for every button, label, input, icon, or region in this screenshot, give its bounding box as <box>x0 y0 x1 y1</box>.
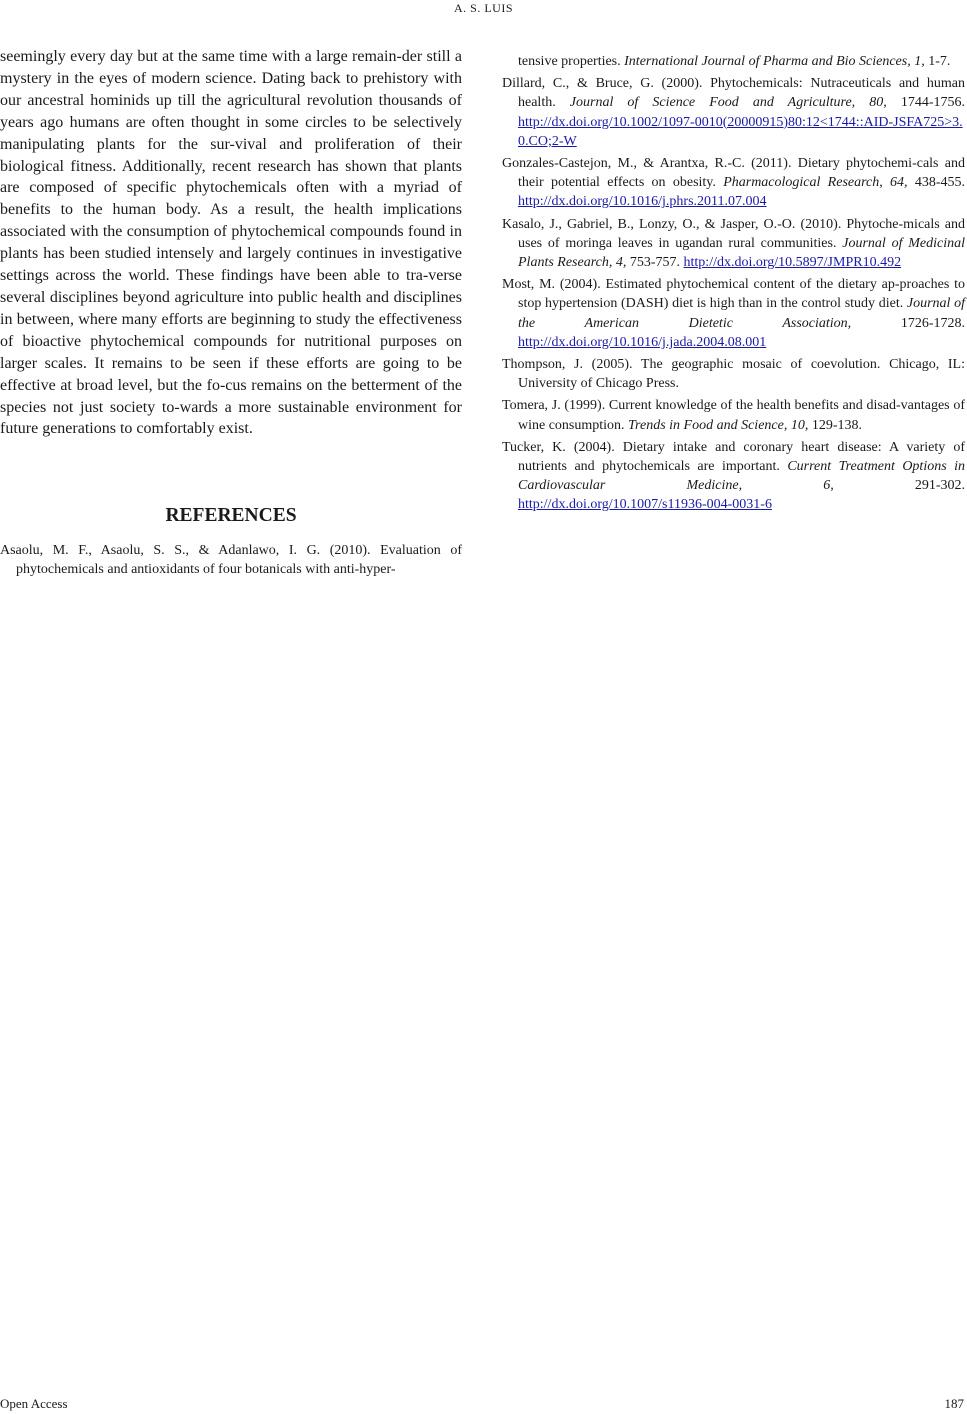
reference-tomera <box>502 396 965 434</box>
reference-most-doi-link[interactable]: http://dx.doi.org/10.1016/j.jada.2004.08.001 <box>518 334 767 350</box>
reference-gonzales-doi-link[interactable]: http://dx.doi.org/10.1016/j.phrs.2011.07.004 <box>518 194 767 210</box>
reference-most <box>502 275 965 352</box>
reference-kasalo-journal: Journal of Medicinal Plants Research, 4, <box>518 235 965 271</box>
reference-asaolu-pages: 1-7. <box>928 54 951 69</box>
reference-gonzales-journal: Pharmacological Research, 64, <box>723 175 908 191</box>
footer-open-access: Open Access <box>0 1396 68 1411</box>
reference-dillard-pages: 1744-1756. <box>900 95 966 111</box>
reference-tucker-journal: Current Treatment Options in Cardiovascular Medicine, 6, <box>518 459 965 494</box>
body-paragraph: seemingly every day but at the same time with a large remain-der still a mystery in the eyes of modern science. Dating back to prehistory with our ancestral hominids up till the agricultural revolution thousands of years ago humans are often thought in some circles to be selectively manipulating plants for the sur-vival and proliferation of their biological fitness. Additionally, recent research has shown that plants are composed of specific phytochemicals often with a myriad of benefits to the human body. As a result, the health implications associated with the consumption of phytochemical compounds found in plants has been studied intensely and largely continues in investigative settings across the world. These findings have been able to tra-verse several disciplines beyond agriculture into public health and disciplines in between, where many efforts are beginning to study the effectiveness of bioactive phytochemical compounds for nutritional purposes on larger scales. It remains to be seen if these efforts are going to be effective at broad level, but the fo-cus remains on the betterment of the species not just society to-wards a more sustainable environment for future generations to comfortably exist. <box>0 48 462 438</box>
reference-asaolu-text: Asaolu, M. F., Asaolu, S. S., & Adanlawo, I. G. (2010). Evaluation of phytochemicals and antioxidants of four botanicals with anti-hyper- <box>0 543 462 578</box>
reference-asaolu-continued-text: tensive properties. <box>518 54 621 69</box>
reference-gonzales-pages: 438-455. <box>914 175 966 191</box>
left-column <box>0 46 462 440</box>
right-column <box>502 52 965 518</box>
reference-tomera-pages: 129-138. <box>811 417 863 433</box>
reference-thompson <box>502 355 965 393</box>
reference-tucker-pages: 291-302. <box>914 478 965 494</box>
reference-kasalo-doi-link[interactable]: http://dx.doi.org/10.5897/JMPR10.492 <box>683 255 902 271</box>
reference-most-pages: 1726-1728. <box>900 315 966 331</box>
references-heading: REFERENCES <box>165 505 297 526</box>
reference-most-text: Most, M. (2004). Estimated phytochemical content of the dietary ap-proaches to stop hypertension (DASH) diet is high than in the control study diet. <box>502 277 965 312</box>
reference-kasalo <box>502 215 965 273</box>
reference-gonzales-text: Gonzales-Castejon, M., & Arantxa, R.-C. (2011). Dietary phytochemi-cals and their potential effects on obesity. <box>502 156 965 191</box>
reference-thompson-text: Thompson, J. (2005). The geographic mosaic of coevolution. Chicago, IL: University of Chicago Press. <box>502 357 965 392</box>
reference-tucker-doi-link[interactable]: http://dx.doi.org/10.1007/s11936-004-0031-6 <box>518 497 772 513</box>
page-number: 187 <box>944 1396 964 1411</box>
reference-dillard <box>502 74 965 151</box>
reference-gonzales <box>502 154 965 212</box>
reference-dillard-doi-link[interactable]: http://dx.doi.org/10.1002/1097-0010(20000915)80:12<1744::AID-JSFA725>3.0.CO;2-W <box>518 114 963 149</box>
reference-kasalo-pages: 753-757. <box>629 255 681 271</box>
running-head: A. S. LUIS <box>453 1 513 15</box>
reference-asaolu <box>0 541 462 579</box>
references-left <box>0 541 462 582</box>
reference-tucker-text: Tucker, K. (2004). Dietary intake and coronary heart disease: A variety of nutrients and phytochemicals are important. <box>502 439 965 475</box>
reference-kasalo-text: Kasalo, J., Gabriel, B., Lonzy, O., & Jasper, O.-O. (2010). Phytoche-micals and uses of moringa leaves in ugandan rural communities. <box>502 216 965 251</box>
reference-tomera-text: Tomera, J. (1999). Current knowledge of the health benefits and disad-vantages of wine consumption. <box>502 398 965 433</box>
reference-asaolu-continued <box>502 52 965 71</box>
reference-tucker <box>502 438 965 515</box>
reference-most-journal: Journal of the American Dietetic Association, <box>518 296 965 331</box>
reference-asaolu-journal: International Journal of Pharma and Bio Sciences, 1, <box>624 54 925 69</box>
reference-tomera-journal: Trends in Food and Science, 10, <box>628 417 809 433</box>
reference-dillard-text: Dillard, C., & Bruce, G. (2000). Phytochemicals: Nutraceuticals and human health. <box>502 76 965 111</box>
reference-dillard-journal: Journal of Science Food and Agriculture, 80, <box>569 95 887 111</box>
